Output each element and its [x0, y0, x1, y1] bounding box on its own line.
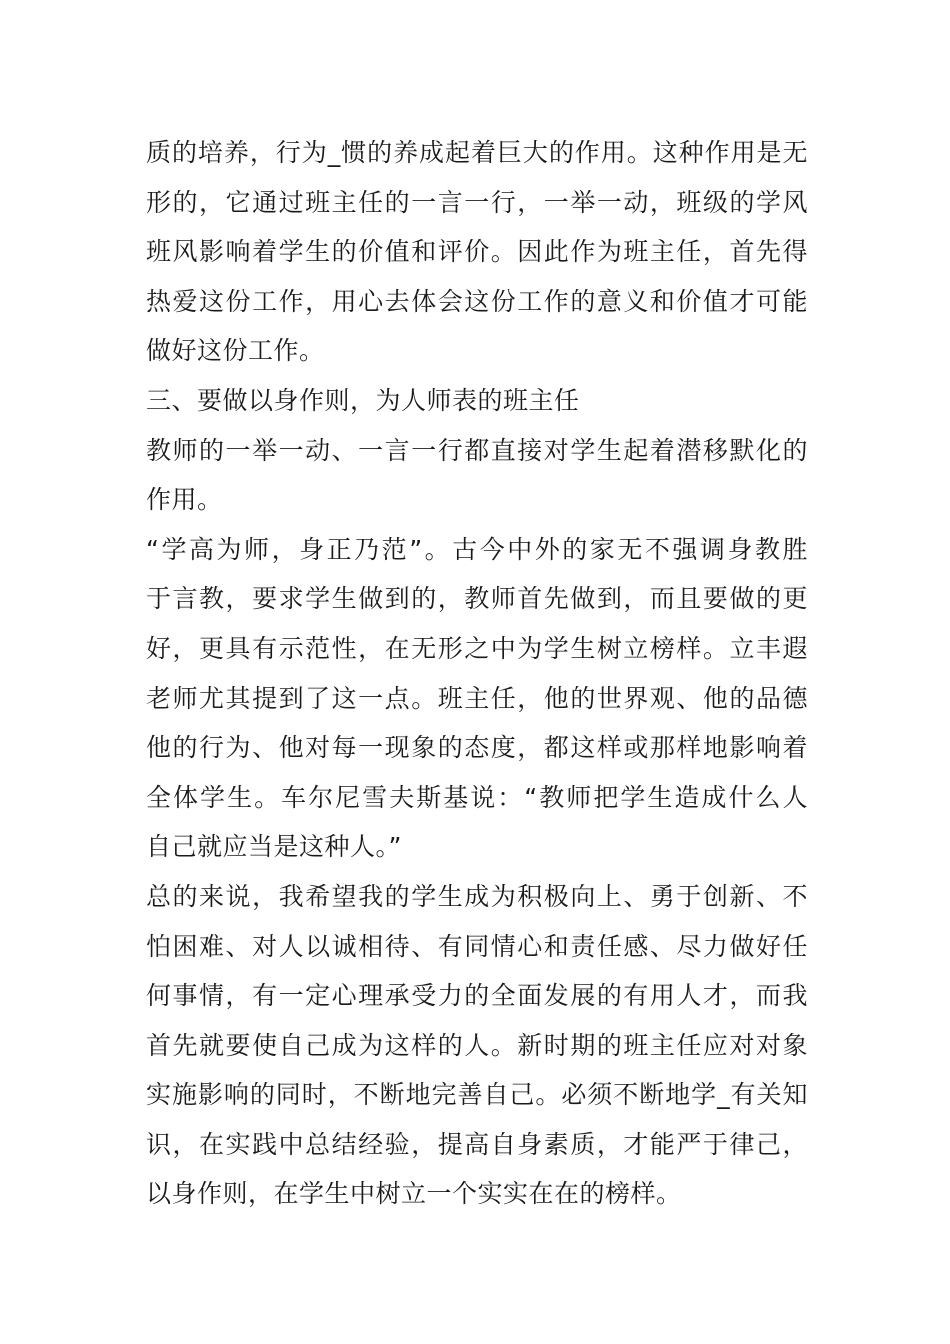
text-line: 教师的一举一动、一言一行都直接对学生起着潜移默化的: [146, 435, 808, 465]
text-line: 作用。: [146, 485, 223, 515]
text-line: 识，在实践中总结经验，提高自身素质，才能严于律己，: [146, 1129, 808, 1159]
text-line: 老师尤其提到了这一点。班主任，他的世界观、他的品德: [146, 683, 808, 713]
text-line: 全体学生。车尔尼雪夫斯基说：“教师把学生造成什么人: [146, 782, 808, 812]
text-line: 做好这份工作。: [146, 336, 325, 366]
text-line: 总的来说，我希望我的学生成为积极向上、勇于创新、不: [146, 881, 808, 911]
text-line: 于言教，要求学生做到的，教师首先做到，而且要做的更: [146, 584, 808, 614]
text-line: 自己就应当是这种人。”: [146, 832, 402, 862]
text-line: 好，更具有示范性，在无形之中为学生树立榜样。立丰遐: [146, 633, 808, 663]
text-line: 班风影响着学生的价值和评价。因此作为班主任，首先得: [146, 237, 808, 267]
text-line: 他的行为、他对每一现象的态度，都这样或那样地影响着: [146, 733, 808, 763]
text-line: 形的，它通过班主任的一言一行，一举一动，班级的学风: [146, 187, 808, 217]
text-line: 首先就要使自己成为这样的人。新时期的班主任应对对象: [146, 1030, 808, 1060]
text-line: 实施影响的同时，不断地完善自己。必须不断地学_有关知: [146, 1080, 808, 1110]
text-line: 怕困难、对人以诚相待、有同情心和责任感、尽力做好任: [146, 931, 808, 961]
text-line: “学高为师，身正乃范”。古今中外的家无不强调身教胜: [146, 534, 808, 564]
body-text: [146, 128, 808, 1219]
text-line: 质的培养，行为_惯的养成起着巨大的作用。这种作用是无: [146, 138, 808, 167]
text-line: 以身作则，在学生中树立一个实实在在的榜样。: [146, 1179, 682, 1209]
text-line: 何事情，有一定心理承受力的全面发展的有用人才，而我: [146, 981, 808, 1011]
text-line: 热爱这份工作，用心去体会这份工作的意义和价值才可能: [146, 286, 808, 316]
section-heading: 三、要做以身作则，为人师表的班主任: [146, 385, 580, 415]
